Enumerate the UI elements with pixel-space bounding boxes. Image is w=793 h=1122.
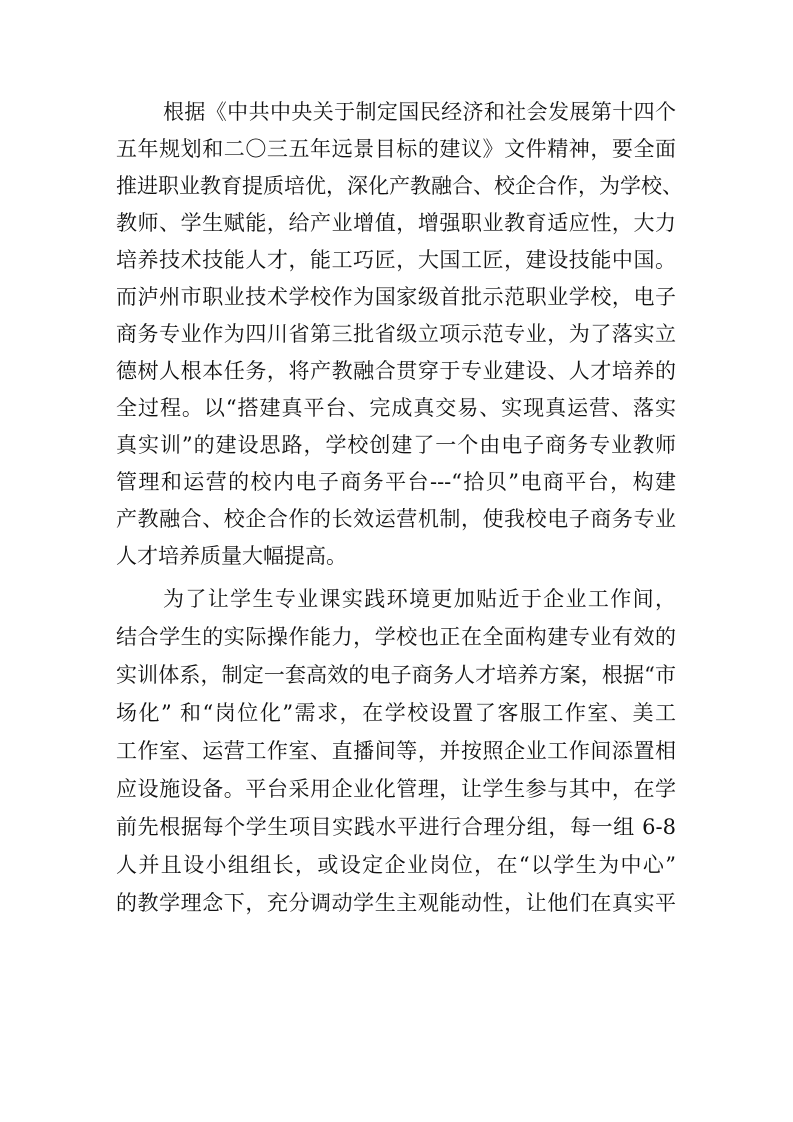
text-line: 为了让学生专业课实践环境更加贴近于企业工作间， xyxy=(163,587,676,611)
text-line: 管理和运营的校内电子商务平台---“拾贝”电商平台，构建 xyxy=(116,470,676,494)
text-line: 结合学生的实际操作能力，学校也正在全面构建专业有效的 xyxy=(116,625,676,649)
text-line: 实训体系，制定一套高效的电子商务人才培养方案，根据“市 xyxy=(116,663,676,687)
text-line: 全过程。以“搭建真平台、完成真交易、实现真运营、落实 xyxy=(116,396,676,420)
text-line: 真实训”的建设思路，学校创建了一个由电子商务专业教师 xyxy=(116,433,676,457)
text-line: 推进职业教育提质培优，深化产教融合、校企合作，为学校、 xyxy=(116,174,683,198)
text-line: 的教学理念下，充分调动学生主观能动性，让他们在真实平 xyxy=(116,891,676,915)
text-line: 人并且设小组组长，或设定企业岗位，在“以学生为中心” xyxy=(116,853,676,877)
text-line: 产教融合、校企合作的长效运营机制，使我校电子商务专业 xyxy=(116,507,676,531)
text-line: 培养技术技能人才，能工巧匠，大国工匠，建设技能中国。 xyxy=(116,248,676,272)
text-line: 应设施设备。平台采用企业化管理，让学生参与其中，在学 xyxy=(116,777,676,801)
text-line: 人才培养质量大幅提高。 xyxy=(116,544,347,568)
text-line: 教师、学生赋能，给产业增值，增强职业教育适应性，大力 xyxy=(116,211,676,235)
text-line: 工作室、运营工作室、直播间等，并按照企业工作间添置相 xyxy=(116,739,676,763)
text-line: 前先根据每个学生项目实践水平进行合理分组，每一组 6-8 xyxy=(116,815,676,839)
text-line: 根据《中共中央关于制定国民经济和社会发展第十四个 xyxy=(163,100,676,124)
text-line: 五年规划和二〇三五年远景目标的建议》文件精神，要全面 xyxy=(116,137,676,161)
text-line: 而泸州市职业技术学校作为国家级首批示范职业学校，电子 xyxy=(116,285,676,309)
text-line: 场化” 和“岗位化”需求，在学校设置了客服工作室、美工 xyxy=(116,701,676,725)
text-line: 商务专业作为四川省第三批省级立项示范专业，为了落实立 xyxy=(116,322,676,346)
text-line: 德树人根本任务，将产教融合贯穿于专业建设、人才培养的 xyxy=(116,359,676,383)
